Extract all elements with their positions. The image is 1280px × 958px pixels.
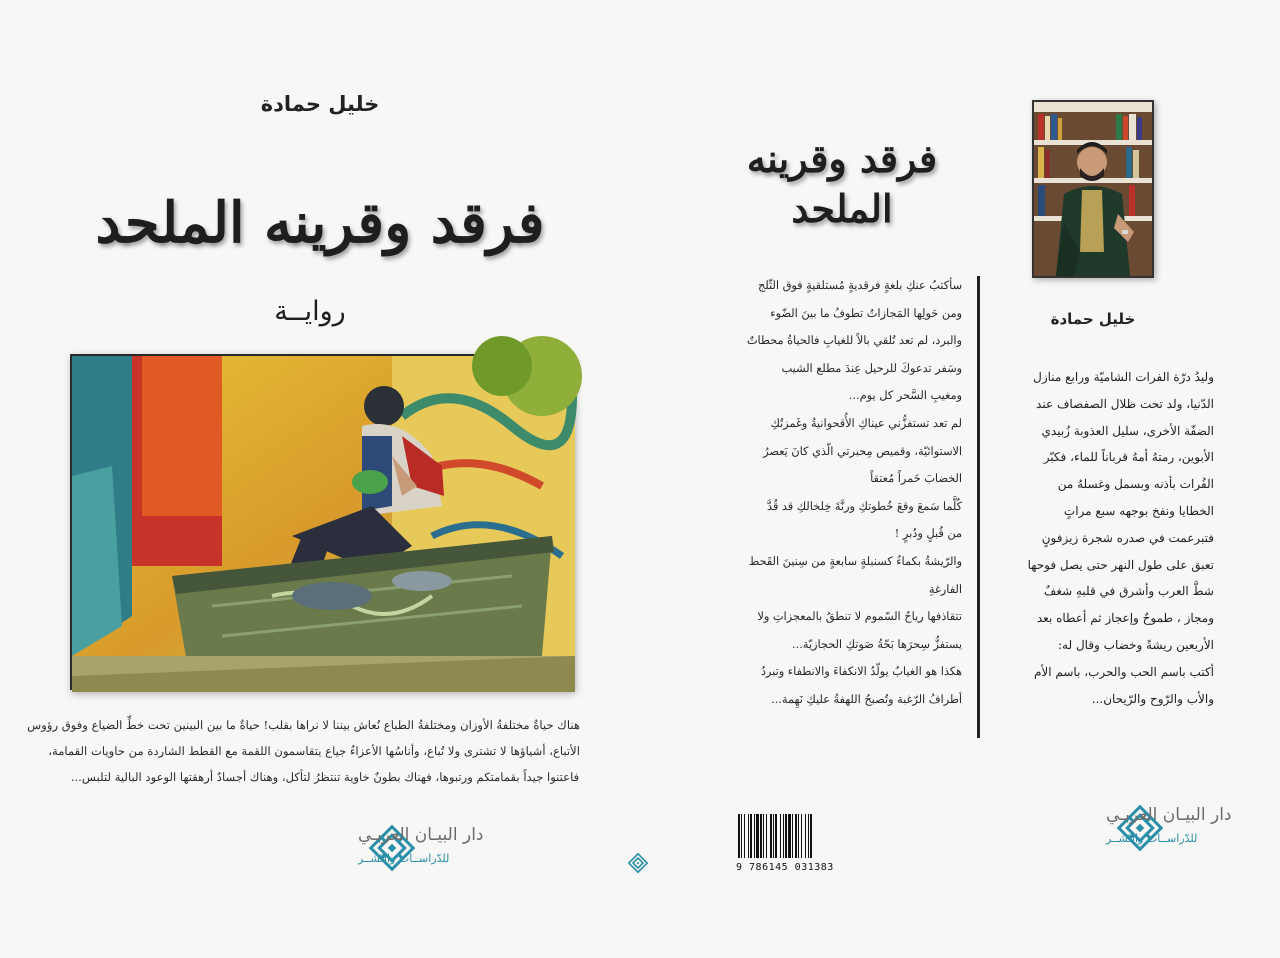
barcode-bar bbox=[792, 814, 793, 858]
poem-line: ومغيبِ السَّحر كل يوم... bbox=[848, 389, 962, 403]
cover-illustration-image bbox=[72, 356, 575, 692]
bio-line: الضفّة الأخرى، سليل العذوبة زُبيدي bbox=[1041, 423, 1214, 438]
barcode-bar bbox=[738, 814, 740, 858]
barcode-bar bbox=[773, 814, 774, 858]
barcode-bar bbox=[788, 814, 791, 858]
barcode-bar bbox=[808, 814, 809, 858]
barcode-bar bbox=[744, 814, 745, 858]
barcode-bar bbox=[798, 814, 799, 858]
poem-line: الخضابَ خَمراً مُعتقاً bbox=[870, 472, 962, 486]
publisher-tagline: للدّراســات والنّشــر bbox=[1106, 832, 1198, 845]
bio-line: شطَّ العرب وأشرق في قلبهِ شغفٌ bbox=[1043, 584, 1214, 599]
barcode-bar bbox=[810, 814, 812, 858]
front-publisher-logo bbox=[226, 816, 484, 876]
back-title-line: فرقد وقرينه bbox=[746, 136, 938, 181]
bio-line: أكتب باسم الحب والحرب، باسم الأم bbox=[1033, 664, 1214, 679]
back-publisher-logo bbox=[964, 796, 1232, 856]
barcode-bar bbox=[748, 814, 749, 858]
cover-illustration bbox=[70, 354, 573, 690]
poem-line: الاستوائيّة، وقميص مِحبرتي الّذي كانَ يَعصرُ bbox=[763, 444, 962, 458]
poem-line: ومن حَولِها المَجازاتُ تطوفُ ما بينَ الضّوء bbox=[770, 306, 962, 320]
front-blurb-line: الأتباع، أشياؤها لا تشترى ولا تُباع، وأناسُها الأعزاءُ جياع يتقاسمون اللقمة مع القطط الشاردة من حاويات القمامة، bbox=[48, 744, 580, 758]
bio-line: الفُرات بأذنه وبسمل وغسلهُ من bbox=[1057, 477, 1214, 492]
poem-line: تتقاذفها رياحُ السّموم لا تنطقُ بالمعجزاتِ ولا bbox=[757, 610, 962, 624]
poem-line: الفارغةِ bbox=[928, 582, 962, 596]
poem-line: من قُبلٍ ودُبرٍ ! bbox=[894, 527, 962, 541]
bio-line: تعبق على طول النهر حتى يصل فوحها bbox=[1027, 557, 1214, 572]
barcode-bar bbox=[780, 814, 781, 858]
barcode-bar bbox=[766, 814, 767, 858]
poem-line: والرّيشةُ بكماءُ كسنبلةٍ سابعةٍ من سِنينَ القَحط bbox=[748, 554, 962, 568]
front-genre-label: روايــة bbox=[274, 296, 346, 327]
back-title-line: الملحد bbox=[791, 186, 893, 231]
poem-line: هكذا هو الغيابُ يولّدُ الانكفاءَ والانطفاء وتبردُ bbox=[760, 665, 962, 679]
back-poem bbox=[708, 272, 962, 714]
barcode-bar bbox=[754, 814, 755, 858]
publisher-name: دار البيـان العربـي bbox=[358, 825, 484, 845]
barcode-bar bbox=[750, 814, 752, 858]
poem-line: وسَفر تدعوكَ للرحيل عِندَ مطلع الشيب bbox=[781, 361, 962, 375]
front-blurb-line: فاعتنوا جيداً بقمامتكم ورتبوها، فهناك بطونٌ خاوية تنتظرُ لتأكل، وهناك أجسادٌ أرهقتها الوعود البالية لتلبس... bbox=[70, 770, 580, 784]
bio-line: الدّنيا، ولد تحت ظلال الصفصاف عند bbox=[1036, 396, 1214, 411]
front-title: فرقد وقرينه الملحد bbox=[95, 190, 545, 256]
bio-line: والأب والرّوح والرّيحان... bbox=[1091, 691, 1214, 706]
bio-line: الخطايا ونفخ بوجهه سبع مراتٍ bbox=[1063, 503, 1214, 518]
author-photo-image bbox=[1034, 102, 1152, 276]
barcode-bar bbox=[741, 814, 742, 858]
poem-divider-bar bbox=[977, 276, 980, 738]
front-author-name: خليل حمادة bbox=[260, 92, 380, 116]
poem-line: يستفزُّ سِحرَها بَحّةُ صَوتكِ الحجازيّة... bbox=[792, 637, 962, 651]
poem-line: سأكتبُ عنكِ بلغةٍ فرقديةٍ مُستلقيةٍ فوق الثّلج bbox=[757, 279, 962, 292]
bio-line: وليدُ درّة الفرات الشاميّة ورابع منازل bbox=[1033, 370, 1214, 384]
barcode-bar bbox=[785, 814, 787, 858]
barcode-bar bbox=[760, 814, 762, 858]
front-blurb bbox=[27, 712, 580, 790]
author-bio bbox=[990, 364, 1214, 712]
publisher-name: دار البيـان العربـي bbox=[1106, 805, 1232, 825]
barcode-bar bbox=[775, 814, 777, 858]
barcode-number: 9 786145 031383 bbox=[736, 862, 834, 873]
author-photo bbox=[1032, 100, 1154, 278]
barcode-bar bbox=[805, 814, 806, 858]
back-title bbox=[712, 134, 972, 234]
barcode-bar bbox=[801, 814, 802, 858]
bio-line: الأربعين ريشةً وخضاب وقال له: bbox=[1058, 637, 1214, 652]
barcode-bar bbox=[795, 814, 797, 858]
bio-line: الأبوين، رمتهُ أمهُ قرباناً للماء، فكبّر bbox=[1043, 450, 1214, 465]
bio-line: ومجاز ، طموحٌ وإعجاز ثم أعطاه بعد bbox=[1036, 611, 1214, 626]
poem-line: أطرافُ الرّغبة وتُصبحُ اللهفةُ عليكِ نَهِمة... bbox=[771, 692, 962, 706]
barcode-bar bbox=[783, 814, 784, 858]
poem-line: لم تعد تستفزُّني عيناكِ الأُقحوانيةُ وغَمزتُكِ bbox=[770, 416, 962, 430]
bio-line: فتبرعمت في صدره شجرة زيزفونٍ bbox=[1041, 530, 1214, 545]
front-blurb-line: هناك حياةٌ مختلفةُ الأوزان ومختلفةُ الطباع نُعاش بيننا لا نراها بقلب! حياةٌ ما بين البينين تحت خطِّ الضياع وفوق رؤوس bbox=[27, 718, 580, 732]
poem-line: والبرد، لم تعد تُلقي بالاً للغيابِ فالحياةُ محطاتٌ bbox=[746, 334, 962, 348]
poem-line: كُلَّما سَمعَ وقعَ خُطوتكِ ورنَّةَ خِلخالكِ قد قُدَّ bbox=[766, 499, 962, 513]
back-author-name: خليل حمادة bbox=[1050, 310, 1136, 328]
barcode-bar bbox=[770, 814, 772, 858]
kufic-square-logo-icon bbox=[629, 854, 647, 872]
barcode-bar bbox=[763, 814, 764, 858]
publisher-tagline: للدّراســات والنّشــر bbox=[358, 852, 450, 865]
barcode-bar bbox=[756, 814, 759, 858]
spine-publisher-logo bbox=[627, 852, 649, 874]
